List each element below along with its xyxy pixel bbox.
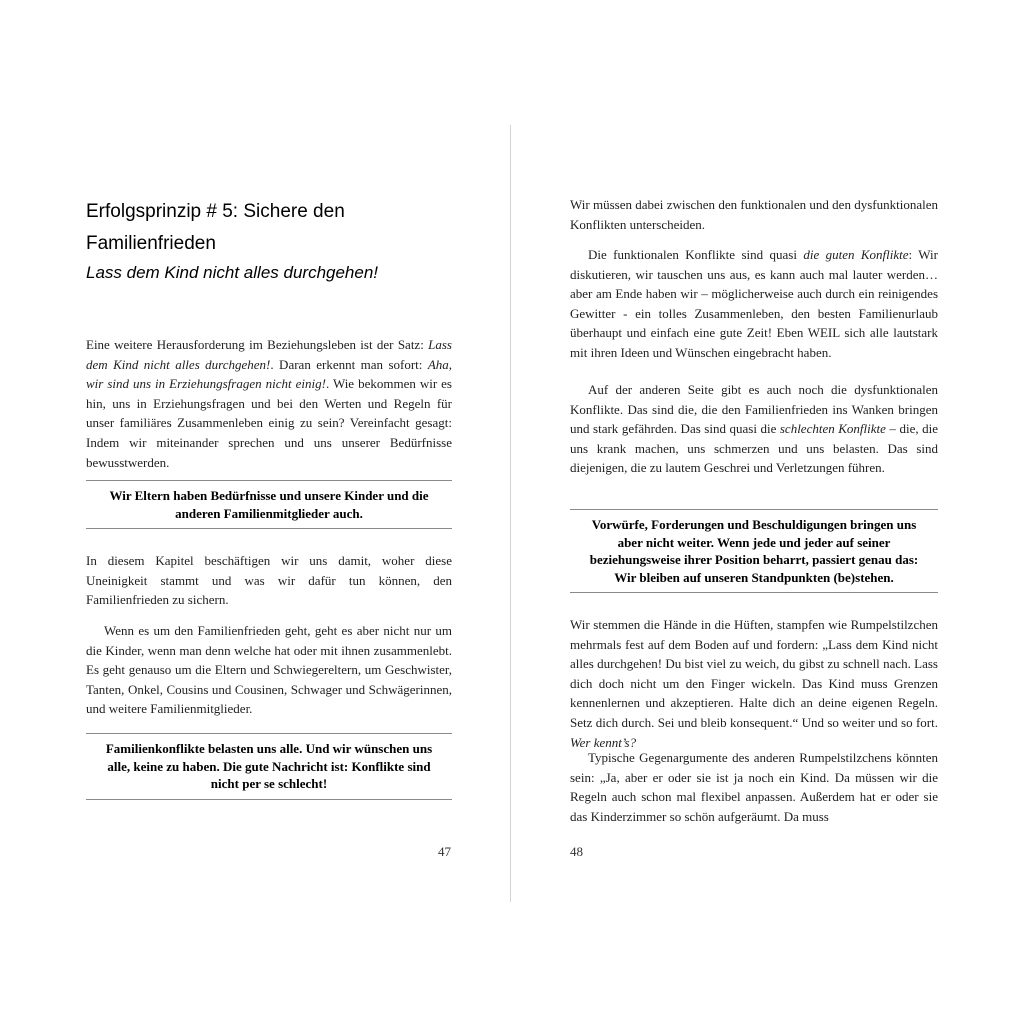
book-spine-divider <box>510 125 511 902</box>
left-paragraph-1: Eine weitere Herausforderung im Beziehungsleben ist der Satz: Lass dem Kind nicht alles durchgehen!. Daran erkennt man sofort: Aha, wir sind uns in Erziehungsfragen nicht einig!. Wie bekommen wir es hin, uns in Erziehungsfragen und bei den Werten und Regeln für unser familiäres Zusammenleben einig zu sein? Vereinfacht gesagt: Indem wir miteinander sprechen und uns unserer Bedürfnisse bewusstwerden. <box>86 337 453 470</box>
right-paragraph-3: Auf der anderen Seite gibt es auch noch die dysfunktionalen Konflikte. Das sind die, die den Familienfrieden ins Wanken bringen und stark gefährden. Das sind quasi die schlechten Konflikte – die, die uns krank machen, uns schmerzen und uns belasten. Das sind diejenigen, die zu lautem Geschrei und Verletzungen führen. <box>570 382 938 476</box>
right-paragraph-4: Wir stemmen die Hände in die Hüften, stampfen wie Rumpelstilzchen mehrmals fest auf dem Boden auf und fordern: „Lass dem Kind nicht alles durchgehen! Du bist viel zu weich, du gibst zu schnell nach. Lass dich doch nicht um den Finger wickeln. Das Kind muss Grenzen kennenlernen und akzeptieren. Halte dich an deine eigenen Regeln. Setz dich durch. Sei und bleib konsequent.“ Und so weiter und so fort. Wer kennt’s? <box>570 617 938 750</box>
right-callout-1: Vorwürfe, Forderungen und Beschuldigungen bringen uns aber nicht weiter. Wenn jede und jeder auf seiner beziehungsweise ihrer Position beharrt, passiert genau das: Wir bleiben auf unseren Standpunkten (be)stehen. <box>570 509 938 593</box>
left-paragraph-2: In diesem Kapitel beschäftigen wir uns damit, woher diese Uneinigkeit stammt und was wir dafür tun können, den Familienfrieden zu sichern. <box>86 553 452 608</box>
right-paragraph-1: Wir müssen dabei zwischen den funktionalen und den dysfunktionalen Konflikten unterscheiden. <box>570 197 938 232</box>
left-paragraph-3: Wenn es um den Familienfrieden geht, geht es aber nicht nur um die Kinder, wenn man denn welche hat oder mit ihnen zusammenlebt. Es geht genauso um die Eltern und Schwiegereltern, um Geschwister, Tanten, Onkel, Cousins und Cousinen, Schwager und Schwägerinnen, und weitere Familienmitglieder. <box>86 623 452 717</box>
right-paragraph-5: Typische Gegenargumente des anderen Rumpelstilzchens könnten sein: „Ja, aber er oder sie ist ja noch ein Kind. Da müssen wir die Regeln auch schon mal flexibel anpassen. Außerdem hat er oder sie das Kinderzimmer so schön aufgeräumt. Da muss <box>570 750 938 824</box>
right-paragraph-2: Die funktionalen Konflikte sind quasi die guten Konflikte: Wir diskutieren, wir tauschen uns aus, es kann auch mal lauter werden…aber am Ende haben wir – möglicherweise auch durch ein reinigendes Gewitter - ein tolles Zusammenleben, den besten Familienurlaub überhaupt und einfach eine gute Zeit! Eben WEIL sich alle lautstark mit ihren Ideen und Wünschen eingebracht haben. <box>570 247 938 360</box>
chapter-heading: Erfolgsprinzip # 5: Sichere den Familienfrieden <box>86 201 345 254</box>
page-number-right: 48 <box>570 844 583 859</box>
left-callout-2: Familienkonflikte belasten uns alle. Und wir wünschen uns alle, keine zu haben. Die gute Nachricht ist: Konflikte sind nicht per se schlecht! <box>86 733 452 800</box>
chapter-subtitle: Lass dem Kind nicht alles durchgehen! <box>86 263 379 282</box>
page-number-left: 47 <box>438 844 451 859</box>
left-callout-1: Wir Eltern haben Bedürfnisse und unsere Kinder und die anderen Familienmitglieder auch. <box>86 480 452 529</box>
